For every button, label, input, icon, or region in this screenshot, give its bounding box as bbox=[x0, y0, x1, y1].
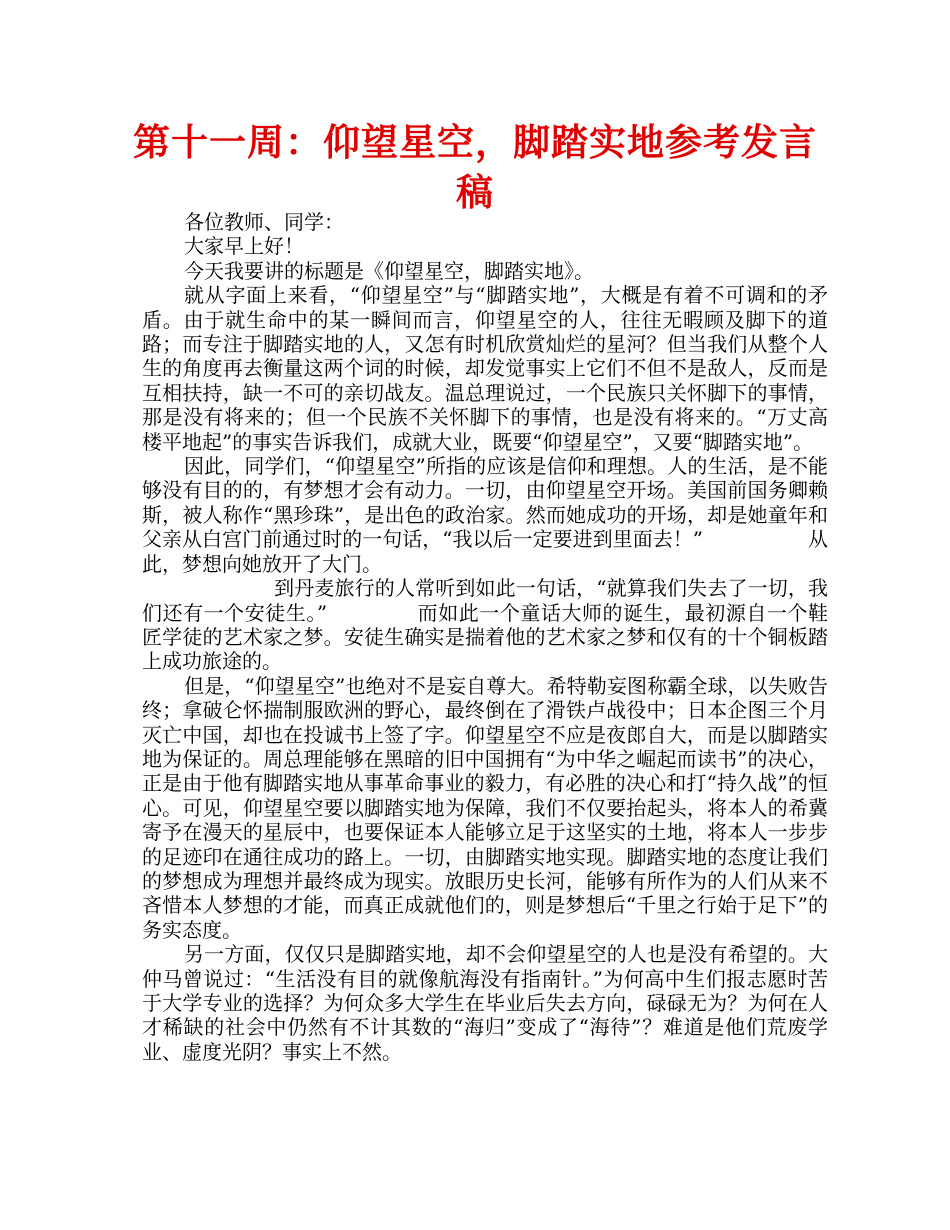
paragraph-4: 但是，“仰望星空”也绝对不是妄自尊大。希特勒妄图称霸全球，以失败告终；拿破仑怀揣制服欧洲的野心，最终倒在了滑铁卢战役中；日本企图三个月灭亡中国，却也在投诚书上签了字。仰望星空不应是夜郎自大，而是以脚踏实地为保证的。周总理能够在黑暗的旧中国拥有“为中华之崛起而读书”的决心，正是由于他有脚踏实地从事革命事业的毅力，有必胜的决心和打“持久战”的恒心。可见，仰望星空要以脚踏实地为保障，我们不仅要抬起头，将本人的希冀寄予在漫天的星辰中，也要保证本人能够立足于这坚实的土地，将本人一步步的足迹印在通往成功的路上。一切，由脚踏实地实现。脚踏实地的态度让我们的梦想成为理想并最终成为现实。放眼历史长河，能够有所作为的人们从来不吝惜本人梦想的才能，而真正成就他们的，则是梦想后“千里之行始于足下”的务实态度。 bbox=[142, 673, 828, 942]
paragraph-3-part-a: 到丹麦旅行的人常听到如此一句话，“就算我们失去了一切，我们还有一个安徒生。” bbox=[142, 576, 828, 625]
paragraph-2-part-b: 从此，梦想向她放开了大门。 bbox=[142, 527, 829, 576]
document-body bbox=[142, 210, 828, 1064]
paragraph-5: 另一方面，仅仅只是脚踏实地，却不会仰望星空的人也是没有希望的。大仲马曾说过：“生活没有目的就像航海没有指南针。”为何高中生们报志愿时苦于大学专业的选择？为何众多大学生在毕业后失去方向，碌碌无为？为何在人才稀缺的社会中仍然有不计其数的“海归”变成了“海待”？难道是他们荒废学业、虚度光阴？事实上不然。 bbox=[142, 942, 828, 1064]
paragraph-3 bbox=[142, 576, 828, 674]
paragraph-2 bbox=[142, 454, 828, 576]
paragraph-1: 就从字面上来看，“仰望星空”与“脚踏实地”，大概是有着不可调和的矛盾。由于就生命中的某一瞬间而言，仰望星空的人，往往无暇顾及脚下的道路；而专注于脚踏实地的人，又怎有时机欣赏灿烂的星河？但当我们从整个人生的角度再去衡量这两个词的时候，却发觉事实上它们不但不是敌人，反而是互相扶持，缺一不可的亲切战友。温总理说过，一个民族只关怀脚下的事情，那是没有将来的；但一个民族不关怀脚下的事情，也是没有将来的。“万丈高楼平地起”的事实告诉我们，成就大业，既要“仰望星空”，又要“脚踏实地”。 bbox=[142, 283, 828, 454]
salutation-line: 大家早上好！ bbox=[184, 234, 304, 259]
document-title: 第十一周：仰望星空，脚踏实地参考发言稿 bbox=[133, 121, 817, 214]
paragraph-3-part-b: 而如此一个童话大师的诞生，最初源自一个鞋匠学徒的艺术家之梦。安徒生确实是揣着他的艺术家之梦和仅有的十个铜板踏上成功旅途的。 bbox=[142, 600, 828, 674]
paragraph-2-part-a: 因此，同学们，“仰望星空”所指的应该是信仰和理想。人的生活，是不能够没有目的的，有梦想才会有动力。一切，由仰望星空开场。美国前国务卿赖斯，被人称作“黑珍珠”，是出色的政治家。然而她成功的开场，却是她童年和父亲从白宫门前通过时的一句话，“我以后一定要进到里面去！” bbox=[142, 454, 828, 552]
intro-paragraph: 今天我要讲的标题是《仰望星空，脚踏实地》。 bbox=[184, 258, 594, 283]
greeting-line: 各位教师、同学： bbox=[184, 210, 344, 234]
